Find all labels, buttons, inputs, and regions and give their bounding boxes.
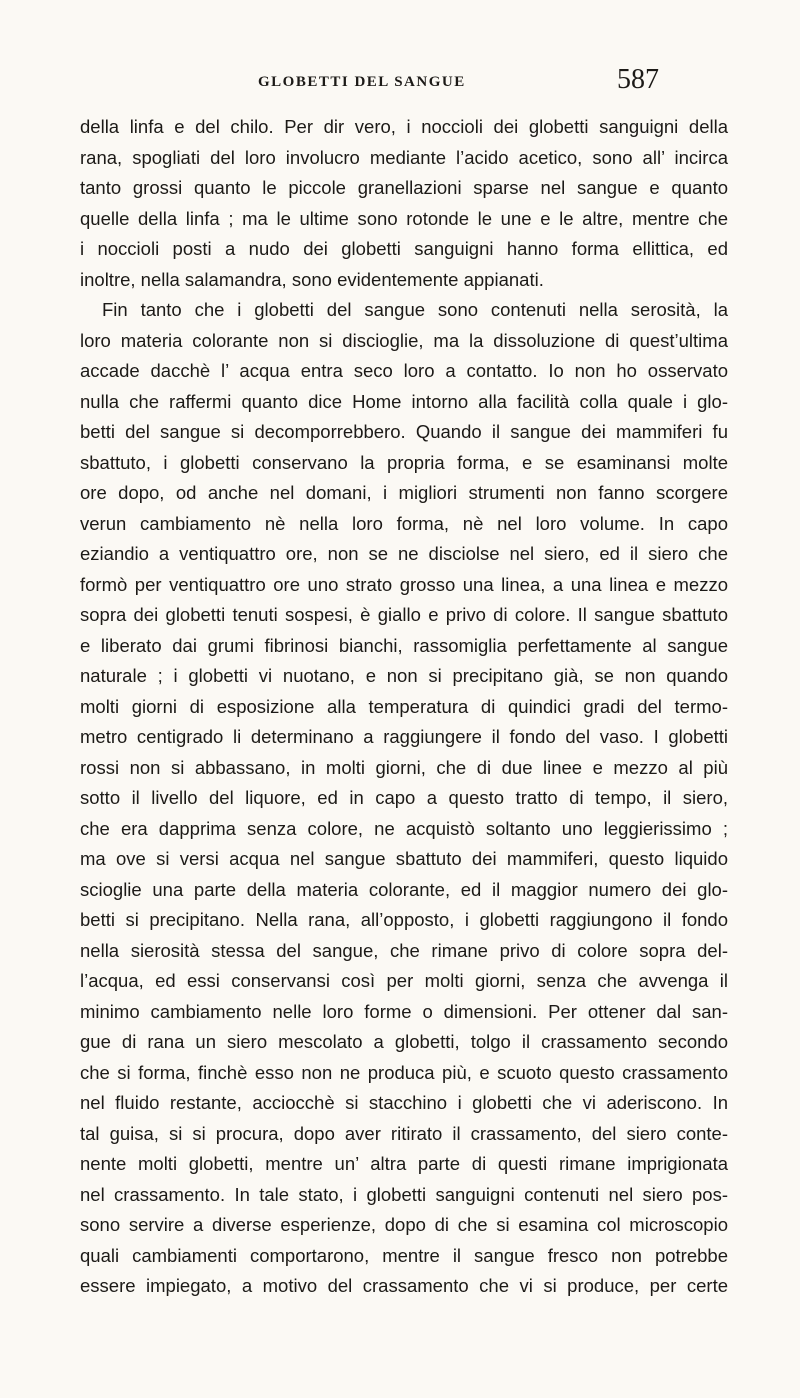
text-line: rossi non si abbassano, in molti giorni, che di due linee e mezzo al più <box>80 756 728 778</box>
text-line: ma ove si versi acqua nel sangue sbattuto dei mammiferi, questo liquido <box>80 848 728 869</box>
running-head: GLOBETTI DEL SANGUE <box>258 74 466 90</box>
text-line: sono servire a diverse esperienze, dopo di che si esamina col microscopio <box>80 1214 728 1235</box>
text-line: gue di rana un siero mescolato a globetti, tolgo il crassamento secondo <box>80 1031 728 1052</box>
text-line: nente molti globetti, mentre un’ altra parte di questi rimane imprigionata <box>80 1153 728 1174</box>
text-line: tanto grossi quanto le piccole granellazioni sparse nel sangue e quanto <box>80 177 728 198</box>
text-line: scioglie una parte della materia colorante, ed il maggior numero dei glo- <box>80 878 728 900</box>
text-line: rana, spogliati del loro involucro mediante l’acido acetico, sono all’ incirca <box>80 146 728 168</box>
text-line: che si forma, finchè esso non ne produca più, e scuoto questo crassamento <box>80 1061 728 1083</box>
text-line: nel fluido restante, acciocchè si stacchino i globetti che vi aderiscono. In <box>80 1092 728 1113</box>
text-line: quali cambiamenti comportarono, mentre il sangue fresco non potrebbe <box>80 1244 728 1266</box>
text-line: metro centigrado li determinano a raggiungere il fondo del vaso. I globetti <box>80 726 728 747</box>
text-line: Fin tanto che i globetti del sangue sono contenuti nella serosità, la <box>102 299 728 320</box>
text-line: l’acqua, ed essi conservansi così per molti giorni, senza che avvenga il <box>80 970 728 991</box>
text-line: sopra dei globetti tenuti sospesi, è giallo e privo di colore. Il sangue sbattuto <box>80 604 728 625</box>
text-line: della linfa e del chilo. Per dir vero, i noccioli dei globetti sanguigni della <box>80 116 728 137</box>
text-line: verun cambiamento nè nella loro forma, nè nel loro volume. In capo <box>80 512 728 534</box>
page-number: 587 <box>617 64 659 95</box>
text-line: che era dapprima senza colore, ne acquistò soltanto uno leggierissimo ; <box>80 817 728 839</box>
text-line: sbattuto, i globetti conservano la propria forma, e se esaminansi molte <box>80 451 728 473</box>
text-line: nel crassamento. In tale stato, i globetti sanguigni contenuti nel siero pos- <box>80 1183 728 1205</box>
text-line: nulla che raffermi quanto dice Home intorno alla facilità colla quale i glo- <box>80 390 728 412</box>
text-line: betti del sangue si decomporrebbero. Quando il sangue dei mammiferi fu <box>80 421 728 442</box>
text-line: tal guisa, si si procura, dopo aver ritirato il crassamento, del siero conte- <box>80 1122 728 1144</box>
text-line: molti giorni di esposizione alla temperatura di quindici gradi del termo- <box>80 695 728 717</box>
text-line: essere impiegato, a motivo del crassamento che vi si produce, per certe <box>80 1275 728 1296</box>
text-line: formò per ventiquattro ore uno strato grosso una linea, a una linea e mezzo <box>80 573 728 595</box>
text-line: minimo cambiamento nelle loro forme o dimensioni. Per ottener dal san- <box>80 1000 728 1022</box>
text-line: naturale ; i globetti vi nuotano, e non si precipitano già, se non quando <box>80 665 728 686</box>
body-text <box>80 112 728 1302</box>
text-line: inoltre, nella salamandra, sono evidentemente appianati. <box>80 268 544 290</box>
text-line: eziandio a ventiquattro ore, non se ne disciolse nel siero, ed il siero che <box>80 543 728 564</box>
text-line: i noccioli posti a nudo dei globetti sanguigni hanno forma ellittica, ed <box>80 238 728 259</box>
text-line: ore dopo, od anche nel domani, i migliori strumenti non fanno scorgere <box>80 482 728 503</box>
text-line: nella sierosità stessa del sangue, che rimane privo di colore sopra del- <box>80 939 728 961</box>
text-line: sotto il livello del liquore, ed in capo a questo tratto di tempo, il siero, <box>80 787 728 808</box>
text-line: betti si precipitano. Nella rana, all’opposto, i globetti raggiungono il fondo <box>80 909 728 930</box>
text-line: accade dacchè l’ acqua entra seco loro a contatto. Io non ho osservato <box>80 360 728 381</box>
text-line: e liberato dai grumi fibrinosi bianchi, rassomiglia perfettamente al sangue <box>80 634 728 656</box>
text-line: loro materia colorante non si discioglie, ma la dissoluzione di quest’ultima <box>80 329 728 351</box>
text-line: quelle della linfa ; ma le ultime sono rotonde le une e le altre, mentre che <box>80 207 728 229</box>
